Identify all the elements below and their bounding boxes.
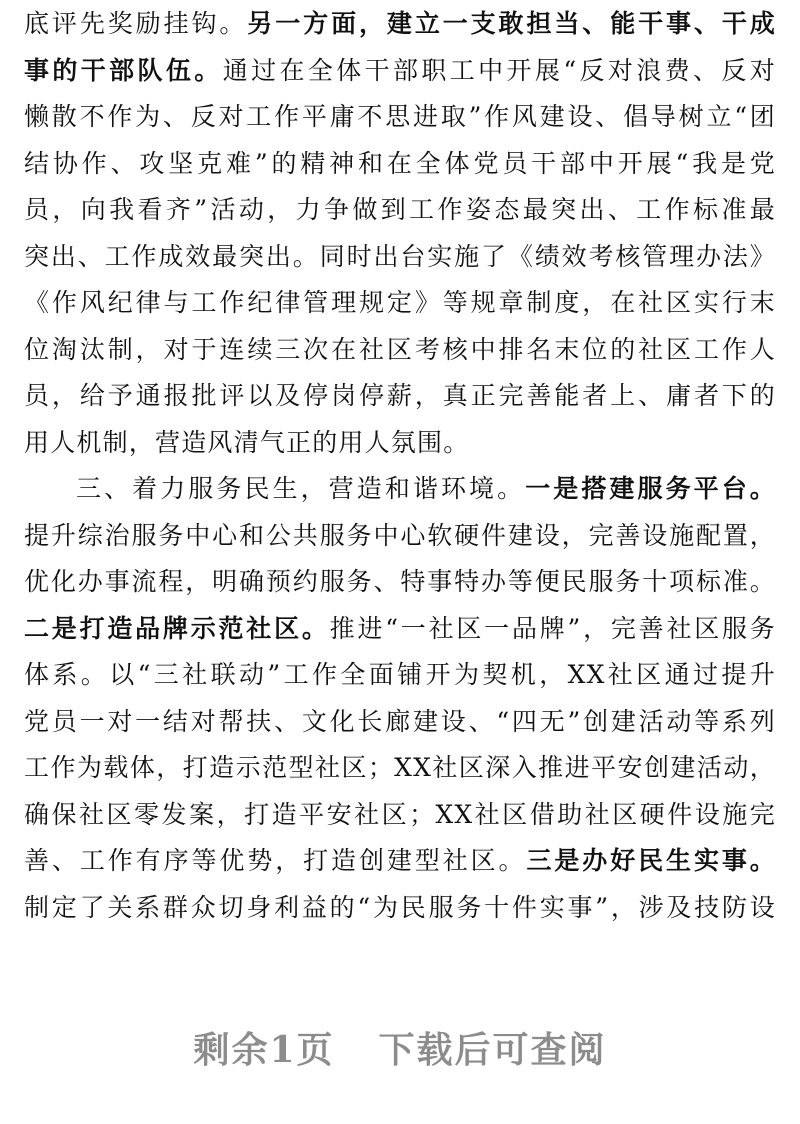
text-segment: 三、着力服务民生，营造和谐环境。 [76,474,526,503]
text-line [24,4,776,44]
text-segment: 用人机制，营造风清气正的用人氛围。 [24,427,470,457]
bold-text-segment: 事的干部队伍。 [24,55,223,85]
text-segment: 体系。以“三社联动”工作全面铺开为契机，XX社区通过提升 [24,660,776,689]
text-segment: 优化办事流程，明确预约服务、特事特办等便民服务十项标准。 [24,567,776,596]
download-hint-text: 下载后可查阅 [378,1029,607,1071]
text-line [24,423,776,463]
text-line [24,516,776,556]
text-line [24,795,776,835]
remaining-pages-text: 剩余1页 [193,1029,335,1071]
text-line [24,283,776,323]
text-line [24,609,776,649]
text-segment: 位淘汰制，对于连续三次在社区考核中排名末位的社区工作人 [24,334,776,364]
text-line [24,330,776,370]
text-line [24,237,776,277]
download-banner[interactable] [0,1022,800,1073]
text-segment: 懒散不作为、反对工作平庸不思进取”作风建设、倡导树立“团 [24,102,776,131]
text-segment: 制定了关系群众切身利益的“为民服务十件实事”，涉及技防设 [24,892,776,922]
text-line [24,748,776,788]
text-segment: 工作为载体，打造示范型社区；XX社区深入推进平安创建活动， [24,753,776,782]
text-line [24,97,776,137]
text-line [24,841,776,881]
text-segment: 《作风纪律与工作纪律管理规定》等规章制度，在社区实行末 [24,288,776,317]
bold-text-segment: 三是办好民生实事。 [526,846,776,875]
text-segment: 员，给予通报批评以及停岗停薪，真正完善能者上、庸者下的 [24,381,776,410]
text-segment: 员，向我看齐”活动，力争做到工作姿态最突出、工作标准最 [24,195,776,224]
text-line [24,51,776,91]
text-line [24,190,776,230]
text-segment: 突出、工作成效最突出。同时出台实施了《绩效考核管理办法》 [24,241,776,271]
bold-text-segment: 另一方面，建立一支敢担当、能干事、干成 [247,9,776,38]
bold-text-segment: 二是打造品牌示范社区。 [24,613,330,643]
bold-text-segment: 一是搭建服务平台。 [525,474,776,503]
text-line [24,702,776,742]
text-segment: 善、工作有序等优势，打造创建型社区。 [24,846,527,875]
text-line [24,888,776,928]
text-segment: 通过在全体干部职工中开展“反对浪费、反对 [222,55,776,85]
text-segment: 推进“一社区一品牌”，完善社区服务 [329,613,776,643]
text-segment: 底评先奖励挂钩。 [24,9,248,38]
text-segment: 党员一对一结对帮扶、文化长廊建设、“四无”创建活动等系列 [24,706,776,736]
text-line [24,655,776,695]
text-line [24,144,776,184]
text-segment: 提升综治服务中心和公共服务中心软硬件建设，完善设施配置， [24,520,776,550]
text-line [24,376,776,416]
text-segment: 确保社区零发案，打造平安社区；XX社区借助社区硬件设施完 [24,799,776,829]
text-segment: 结协作、攻坚克难”的精神和在全体党员干部中开展“我是党 [24,148,776,178]
text-line [24,562,776,602]
text-line [24,469,776,509]
